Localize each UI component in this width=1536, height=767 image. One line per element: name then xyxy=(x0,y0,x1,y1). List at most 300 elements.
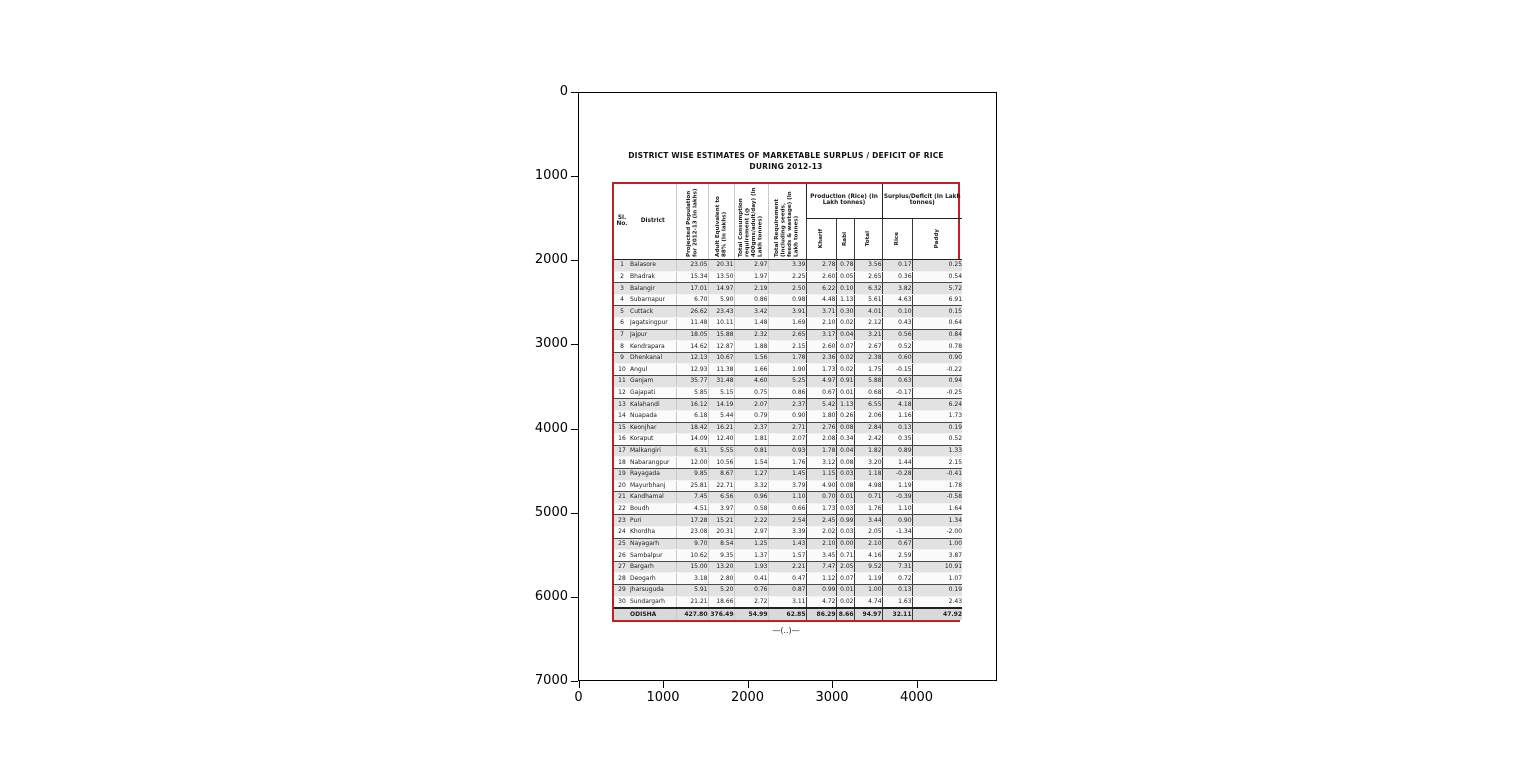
y-tick-label: 2000 xyxy=(534,252,568,268)
cell: 6.55 xyxy=(854,399,882,411)
cell: 3.11 xyxy=(768,596,806,608)
cell: 1.76 xyxy=(854,503,882,515)
header-kharif: Kharif xyxy=(806,219,836,260)
y-tick-mark xyxy=(571,513,578,514)
table-row xyxy=(614,480,962,492)
cell: 8.54 xyxy=(708,538,734,550)
cell: 2.12 xyxy=(854,318,882,330)
x-tick-mark xyxy=(832,681,833,688)
y-tick-mark xyxy=(571,429,578,430)
y-tick-label: 1000 xyxy=(534,168,568,184)
cell: 0.91 xyxy=(836,376,854,388)
cell: 4.48 xyxy=(806,294,836,306)
cell: 18.66 xyxy=(708,596,734,608)
header-total: Total xyxy=(854,219,882,260)
cell: Cuttack xyxy=(630,306,676,318)
cell: 1.69 xyxy=(768,318,806,330)
cell: 0.86 xyxy=(768,387,806,399)
table-row xyxy=(614,527,962,539)
cell: 9.70 xyxy=(676,538,708,550)
cell: 2.84 xyxy=(854,422,882,434)
table-row xyxy=(614,503,962,515)
cell: 13 xyxy=(614,399,630,411)
cell: 0.86 xyxy=(734,294,768,306)
cell: 0.17 xyxy=(882,260,912,272)
cell: 27 xyxy=(614,561,630,573)
cell: 2.19 xyxy=(734,283,768,295)
table-row xyxy=(614,364,962,376)
cell: 1.43 xyxy=(768,538,806,550)
cell: 2.50 xyxy=(768,283,806,295)
rice-surplus-table xyxy=(612,182,963,622)
x-tick-label: 0 xyxy=(574,690,583,705)
cell: 22.71 xyxy=(708,480,734,492)
cell: Malkangiri xyxy=(630,445,676,457)
cell: 0.58 xyxy=(734,503,768,515)
cell: 1.80 xyxy=(806,410,836,422)
cell: Kalahandi xyxy=(630,399,676,411)
cell: 0.15 xyxy=(912,306,962,318)
table-row xyxy=(614,515,962,527)
table-row xyxy=(614,283,962,295)
cell: 0.01 xyxy=(836,585,854,597)
cell: 5.20 xyxy=(708,585,734,597)
cell: 2.59 xyxy=(882,550,912,562)
cell: 26.62 xyxy=(676,306,708,318)
cell: 0.13 xyxy=(882,422,912,434)
cell: 17.01 xyxy=(676,283,708,295)
cell: 20.31 xyxy=(708,527,734,539)
cell: 3.56 xyxy=(854,260,882,272)
cell: -0.25 xyxy=(912,387,962,399)
cell: 1.88 xyxy=(734,341,768,353)
cell: 1.73 xyxy=(912,410,962,422)
cell: 0.35 xyxy=(882,434,912,446)
total-cell: 8.66 xyxy=(836,608,854,620)
cell: 0.63 xyxy=(882,376,912,388)
cell: 17.28 xyxy=(676,515,708,527)
cell: 2.07 xyxy=(768,434,806,446)
cell: 2.10 xyxy=(806,538,836,550)
cell: 1.73 xyxy=(806,503,836,515)
cell: 10.11 xyxy=(708,318,734,330)
y-tick-label: 4000 xyxy=(534,420,568,436)
cell: 1.16 xyxy=(882,410,912,422)
cell: 2.72 xyxy=(734,596,768,608)
cell: 12.93 xyxy=(676,364,708,376)
cell: Mayurbhanj xyxy=(630,480,676,492)
cell: 14.09 xyxy=(676,434,708,446)
cell: Gajapati xyxy=(630,387,676,399)
cell: 0.10 xyxy=(836,283,854,295)
cell: 1 xyxy=(614,260,630,272)
cell: 1.25 xyxy=(734,538,768,550)
cell: 0.72 xyxy=(882,573,912,585)
table-row xyxy=(614,410,962,422)
cell: 35.77 xyxy=(676,376,708,388)
document-title-line2: DURING 2012-13 xyxy=(749,162,823,171)
cell: 0.02 xyxy=(836,364,854,376)
x-tick-label: 3000 xyxy=(815,690,849,705)
cell: 1.13 xyxy=(836,294,854,306)
cell: 2.97 xyxy=(734,260,768,272)
cell: 11.38 xyxy=(708,364,734,376)
cell: 5.88 xyxy=(854,376,882,388)
cell: 3.82 xyxy=(882,283,912,295)
x-tick-mark xyxy=(663,681,664,688)
cell: 1.57 xyxy=(768,550,806,562)
total-cell: 427.80 xyxy=(676,608,708,620)
header-production-group: Production (Rice) (In Lakh tonnes) xyxy=(806,184,882,219)
total-cell xyxy=(614,608,630,620)
cell: 10.62 xyxy=(676,550,708,562)
cell: 1.81 xyxy=(734,434,768,446)
cell: 24 xyxy=(614,527,630,539)
cell: Deogarh xyxy=(630,573,676,585)
cell: 15 xyxy=(614,422,630,434)
cell: 0.68 xyxy=(854,387,882,399)
cell: 5.61 xyxy=(854,294,882,306)
cell: 11 xyxy=(614,376,630,388)
cell: 0.70 xyxy=(806,492,836,504)
cell: 1.66 xyxy=(734,364,768,376)
cell: 9.35 xyxy=(708,550,734,562)
cell: 0.67 xyxy=(806,387,836,399)
table-row xyxy=(614,573,962,585)
cell: 0.81 xyxy=(734,445,768,457)
cell: 15.00 xyxy=(676,561,708,573)
cell: 1.56 xyxy=(734,352,768,364)
cell: 3.18 xyxy=(676,573,708,585)
cell: Khordha xyxy=(630,527,676,539)
cell: 1.78 xyxy=(912,480,962,492)
cell: -0.39 xyxy=(882,492,912,504)
cell: 5.85 xyxy=(676,387,708,399)
cell: 2.76 xyxy=(806,422,836,434)
district-rice-table xyxy=(614,184,962,620)
cell: 0.90 xyxy=(768,410,806,422)
cell: 2.65 xyxy=(768,329,806,341)
x-tick-mark xyxy=(917,681,918,688)
cell: 0.84 xyxy=(912,329,962,341)
table-row xyxy=(614,596,962,608)
cell: 11.48 xyxy=(676,318,708,330)
cell: 0.03 xyxy=(836,503,854,515)
total-cell: 54.99 xyxy=(734,608,768,620)
total-cell: 376.49 xyxy=(708,608,734,620)
cell: 0.04 xyxy=(836,329,854,341)
cell: 14 xyxy=(614,410,630,422)
table-row xyxy=(614,457,962,469)
header-consumption-requirement: Total Consumption requirement (@ 400gms/adult/day) (In Lakh tonnes) xyxy=(734,184,768,260)
table-row xyxy=(614,561,962,573)
cell: 5.44 xyxy=(708,410,734,422)
cell: 0.67 xyxy=(882,538,912,550)
cell: 6.91 xyxy=(912,294,962,306)
cell: 0.54 xyxy=(912,271,962,283)
cell: Ganjam xyxy=(630,376,676,388)
cell: 5.25 xyxy=(768,376,806,388)
table-row xyxy=(614,329,962,341)
cell: 12.00 xyxy=(676,457,708,469)
cell: Balasore xyxy=(630,260,676,272)
cell: 18 xyxy=(614,457,630,469)
total-label-cell: ODISHA xyxy=(630,608,676,620)
cell: 0.05 xyxy=(836,271,854,283)
page-mark: —(..)— xyxy=(772,626,800,635)
cell: 2.02 xyxy=(806,527,836,539)
cell: 15.34 xyxy=(676,271,708,283)
cell: Bargarh xyxy=(630,561,676,573)
cell: 18.42 xyxy=(676,422,708,434)
cell: 12.13 xyxy=(676,352,708,364)
cell: 0.02 xyxy=(836,596,854,608)
y-tick-label: 0 xyxy=(559,84,568,99)
cell: 3.32 xyxy=(734,480,768,492)
cell: 2.45 xyxy=(806,515,836,527)
total-cell: 94.97 xyxy=(854,608,882,620)
cell: 1.97 xyxy=(734,271,768,283)
cell: 10.67 xyxy=(708,352,734,364)
cell: 4.01 xyxy=(854,306,882,318)
cell: 2.78 xyxy=(806,260,836,272)
cell: Jagatsingpur xyxy=(630,318,676,330)
cell: 7.45 xyxy=(676,492,708,504)
cell: 1.00 xyxy=(912,538,962,550)
cell: -0.22 xyxy=(912,364,962,376)
cell: 1.33 xyxy=(912,445,962,457)
cell: 1.48 xyxy=(734,318,768,330)
cell: 2.05 xyxy=(836,561,854,573)
cell: Angul xyxy=(630,364,676,376)
cell: 4.16 xyxy=(854,550,882,562)
cell: -0.58 xyxy=(912,492,962,504)
cell: 7.31 xyxy=(882,561,912,573)
cell: 1.00 xyxy=(854,585,882,597)
cell: 0.01 xyxy=(836,387,854,399)
cell: 3.91 xyxy=(768,306,806,318)
cell: 0.79 xyxy=(734,410,768,422)
cell: 12 xyxy=(614,387,630,399)
cell: -1.34 xyxy=(882,527,912,539)
cell: 23.08 xyxy=(676,527,708,539)
cell: 0.60 xyxy=(882,352,912,364)
cell: Boudh xyxy=(630,503,676,515)
odisha-total-row xyxy=(614,608,962,620)
header-district: District xyxy=(630,184,676,260)
cell: 7 xyxy=(614,329,630,341)
cell: 5.90 xyxy=(708,294,734,306)
cell: 4.74 xyxy=(854,596,882,608)
cell: 1.54 xyxy=(734,457,768,469)
table-row xyxy=(614,434,962,446)
cell: 3.12 xyxy=(806,457,836,469)
cell: 3.97 xyxy=(708,503,734,515)
cell: 3.20 xyxy=(854,457,882,469)
cell: 2.21 xyxy=(768,561,806,573)
table-row xyxy=(614,341,962,353)
cell: 17 xyxy=(614,445,630,457)
cell: 0.64 xyxy=(912,318,962,330)
cell: 0.52 xyxy=(882,341,912,353)
cell: 31.48 xyxy=(708,376,734,388)
cell: 2.67 xyxy=(854,341,882,353)
cell: 0.02 xyxy=(836,318,854,330)
cell: Dhenkanal xyxy=(630,352,676,364)
cell: 14.97 xyxy=(708,283,734,295)
header-rabi: Rabi xyxy=(836,219,854,260)
cell: -0.41 xyxy=(912,468,962,480)
cell: 1.45 xyxy=(768,468,806,480)
cell: 9.52 xyxy=(854,561,882,573)
y-tick-mark xyxy=(571,260,578,261)
cell: 1.13 xyxy=(836,399,854,411)
y-tick-mark xyxy=(571,681,578,682)
cell: 0.71 xyxy=(836,550,854,562)
cell: 0.26 xyxy=(836,410,854,422)
cell: 0.99 xyxy=(806,585,836,597)
header-surplus-deficit-group: Surplus/Deficit (In Lakh tonnes) xyxy=(882,184,962,219)
cell: 0.10 xyxy=(882,306,912,318)
y-tick-label: 5000 xyxy=(534,504,568,520)
table-row xyxy=(614,399,962,411)
cell: 0.98 xyxy=(768,294,806,306)
x-tick-label: 2000 xyxy=(730,690,765,705)
table-body xyxy=(614,260,962,609)
cell: 8 xyxy=(614,341,630,353)
cell: 16.12 xyxy=(676,399,708,411)
cell: 2.06 xyxy=(854,410,882,422)
cell: 1.78 xyxy=(806,445,836,457)
cell: 1.82 xyxy=(854,445,882,457)
cell: 5.72 xyxy=(912,283,962,295)
cell: 18.05 xyxy=(676,329,708,341)
cell: 0.71 xyxy=(854,492,882,504)
cell: 0.07 xyxy=(836,573,854,585)
cell: 2.15 xyxy=(912,457,962,469)
x-tick-mark xyxy=(748,681,749,688)
cell: 1.64 xyxy=(912,503,962,515)
y-tick-mark xyxy=(571,344,578,345)
cell: 1.44 xyxy=(882,457,912,469)
table-row xyxy=(614,271,962,283)
cell: 16 xyxy=(614,434,630,446)
cell: Kendrapara xyxy=(630,341,676,353)
cell: 0.04 xyxy=(836,445,854,457)
cell: 23 xyxy=(614,515,630,527)
table-row xyxy=(614,352,962,364)
table-row xyxy=(614,538,962,550)
cell: 4.60 xyxy=(734,376,768,388)
cell: 9.85 xyxy=(676,468,708,480)
cell: 2.22 xyxy=(734,515,768,527)
cell: 3.21 xyxy=(854,329,882,341)
cell: 1.78 xyxy=(768,352,806,364)
cell: 14.19 xyxy=(708,399,734,411)
cell: 0.41 xyxy=(734,573,768,585)
cell: -2.00 xyxy=(912,527,962,539)
cell: 0.34 xyxy=(836,434,854,446)
cell: 2.60 xyxy=(806,341,836,353)
table-row xyxy=(614,422,962,434)
cell: 6.70 xyxy=(676,294,708,306)
cell: 23.05 xyxy=(676,260,708,272)
cell: 2.80 xyxy=(708,573,734,585)
cell: 4.72 xyxy=(806,596,836,608)
cell: Keonjhar xyxy=(630,422,676,434)
cell: 4 xyxy=(614,294,630,306)
total-cell: 62.85 xyxy=(768,608,806,620)
cell: 1.19 xyxy=(854,573,882,585)
document-title-line1: DISTRICT WISE ESTIMATES OF MARKETABLE SURPLUS / DEFICIT OF RICE xyxy=(628,151,944,160)
cell: 0.52 xyxy=(912,434,962,446)
cell: 10 xyxy=(614,364,630,376)
cell: 0.76 xyxy=(734,585,768,597)
cell: 3.87 xyxy=(912,550,962,562)
cell: 28 xyxy=(614,573,630,585)
cell: 1.07 xyxy=(912,573,962,585)
cell: 9 xyxy=(614,352,630,364)
cell: 2.15 xyxy=(768,341,806,353)
cell: Jajpur xyxy=(630,329,676,341)
cell: 0.87 xyxy=(768,585,806,597)
cell: 25 xyxy=(614,538,630,550)
cell: 1.10 xyxy=(768,492,806,504)
cell: 3.45 xyxy=(806,550,836,562)
cell: 15.88 xyxy=(708,329,734,341)
cell: 2.25 xyxy=(768,271,806,283)
cell: 1.27 xyxy=(734,468,768,480)
cell: 0.66 xyxy=(768,503,806,515)
cell: 1.18 xyxy=(854,468,882,480)
cell: 2.65 xyxy=(854,271,882,283)
cell: 1.34 xyxy=(912,515,962,527)
cell: 0.43 xyxy=(882,318,912,330)
cell: 4.51 xyxy=(676,503,708,515)
table-row xyxy=(614,492,962,504)
cell: 2.42 xyxy=(854,434,882,446)
cell: 6.24 xyxy=(912,399,962,411)
cell: 7.47 xyxy=(806,561,836,573)
cell: 1.19 xyxy=(882,480,912,492)
cell: 13.20 xyxy=(708,561,734,573)
cell: 0.47 xyxy=(768,573,806,585)
y-tick-label: 7000 xyxy=(534,673,568,688)
cell: 2 xyxy=(614,271,630,283)
cell: 2.07 xyxy=(734,399,768,411)
cell: Jharsuguda xyxy=(630,585,676,597)
cell: Sambalpur xyxy=(630,550,676,562)
cell: 29 xyxy=(614,585,630,597)
total-cell: 47.92 xyxy=(912,608,962,620)
cell: 16.21 xyxy=(708,422,734,434)
cell: 0.03 xyxy=(836,527,854,539)
cell: Koraput xyxy=(630,434,676,446)
cell: Nuapada xyxy=(630,410,676,422)
cell: 19 xyxy=(614,468,630,480)
cell: 30 xyxy=(614,596,630,608)
cell: 0.00 xyxy=(836,538,854,550)
cell: -0.17 xyxy=(882,387,912,399)
cell: 0.90 xyxy=(912,352,962,364)
total-cell: 32.11 xyxy=(882,608,912,620)
cell: 3.44 xyxy=(854,515,882,527)
cell: 0.99 xyxy=(836,515,854,527)
cell: 0.75 xyxy=(734,387,768,399)
cell: Rayagada xyxy=(630,468,676,480)
cell: 0.93 xyxy=(768,445,806,457)
cell: 8.67 xyxy=(708,468,734,480)
